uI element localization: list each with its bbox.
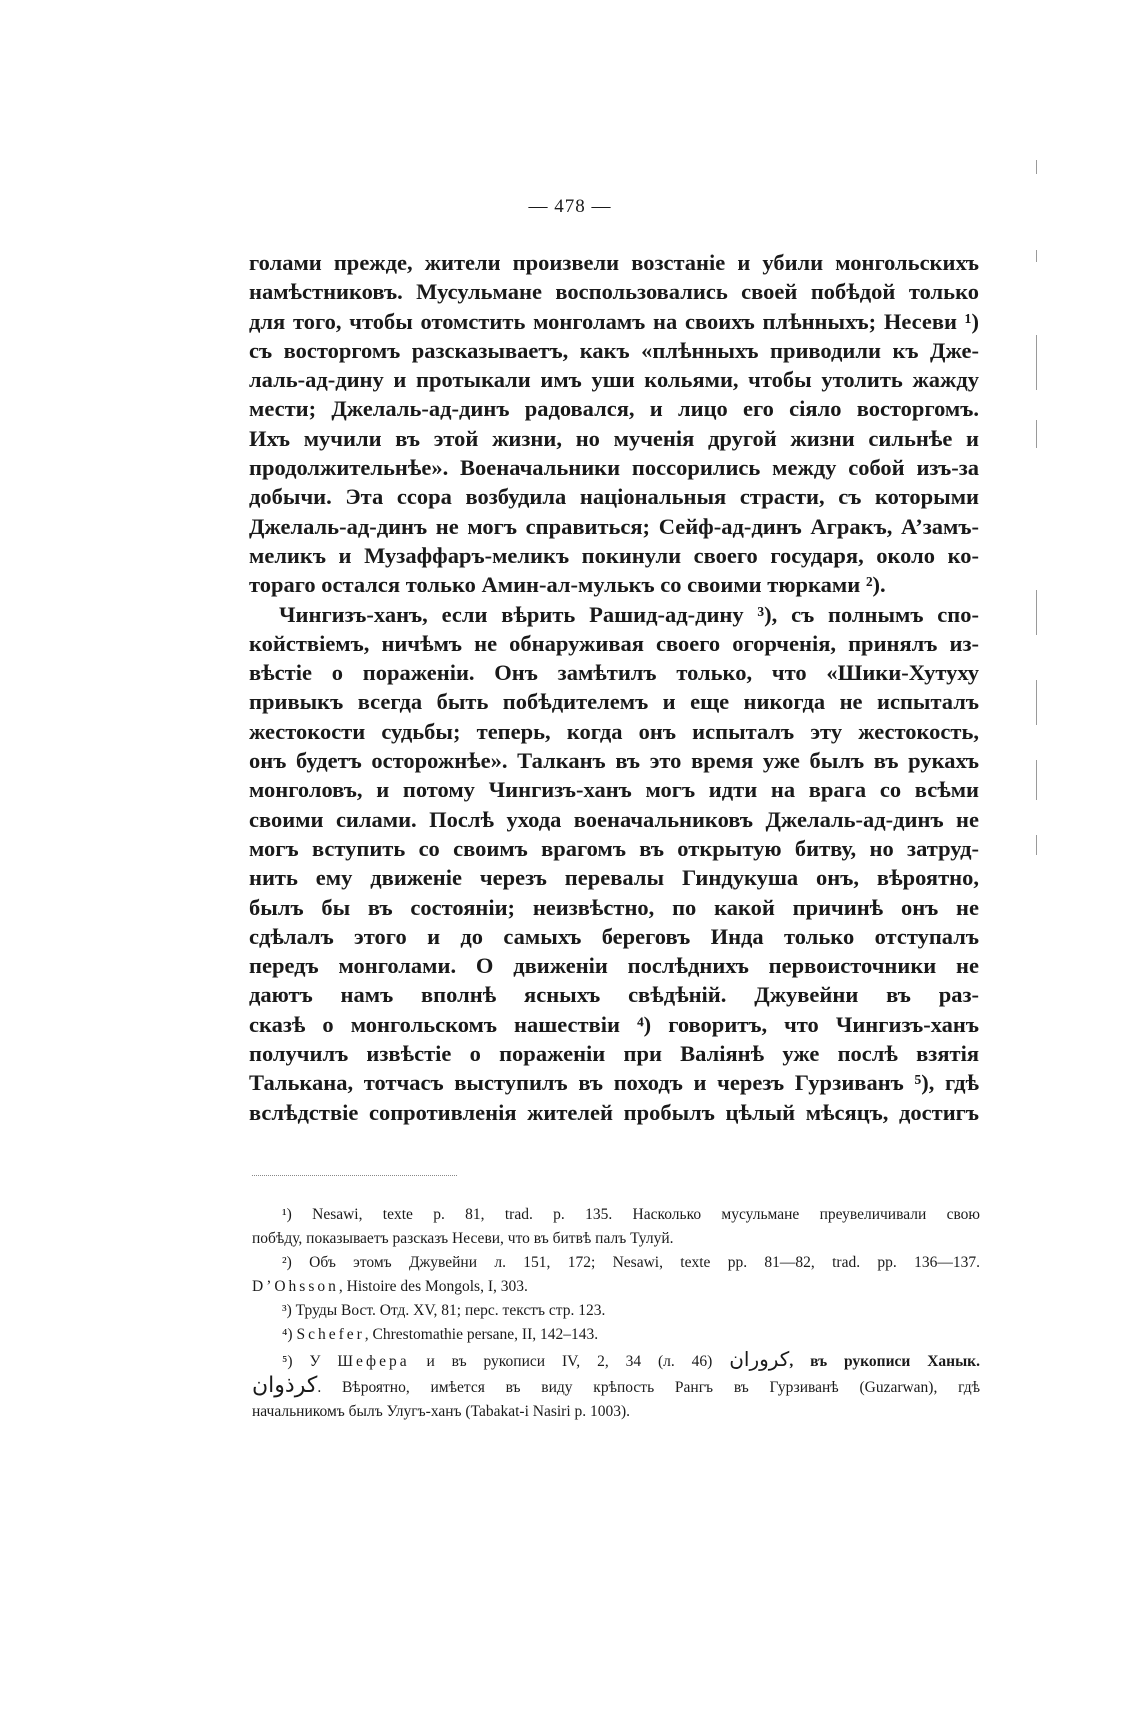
body-line: получилъ извѣстіе о пораженіи при Валіянѣ уже послѣ взятія — [249, 1041, 979, 1067]
body-line: своими силами. Послѣ ухода военачальниковъ Джелаль-ад-динъ не — [249, 806, 979, 832]
author-name: Шефера — [337, 1353, 410, 1370]
margin-mark — [1036, 835, 1037, 855]
body-line: вѣстіе о пораженіи. Онъ замѣтилъ только, что «Шики-Хутуху — [249, 660, 979, 686]
body-line: добычи. Эта ссора возбудила національныя страсти, съ которыми — [249, 484, 979, 510]
body-line: Ихъ мучили въ этой жизни, но мученія другой жизни сильнѣе и — [249, 425, 979, 451]
margin-mark — [1036, 160, 1037, 174]
body-line: съ восторгомъ разсказываетъ, какъ «плѣнныхъ приводили къ Дже- — [249, 337, 979, 363]
arabic-word: كرذوان — [252, 1373, 318, 1398]
body-line: Чингизъ-ханъ, если вѣрить Рашид-ад-дину ³), съ полнымъ спо- — [279, 601, 979, 627]
footnote-5 — [252, 1347, 980, 1374]
body-line: могъ вступить со своимъ врагомъ въ открытую битву, но затруд- — [249, 835, 979, 861]
footnote-5-end: начальникомъ былъ Улугъ-ханъ (Tabakat-i Nasiri p. 1003). — [252, 1403, 631, 1420]
body-line: передъ монголами. О движеніи послѣднихъ первоисточники не — [249, 953, 979, 979]
citation: . Вѣроятно, имѣется въ виду крѣпость Рангъ въ Гурзиванѣ (Guzarwan), гдѣ — [317, 1379, 980, 1396]
author-name: Schefer — [296, 1326, 365, 1343]
footnote-marker: ⁵) У — [282, 1353, 338, 1370]
body-line: для того, чтобы отомстить монголамъ на своихъ плѣнныхъ; Несеви ¹) — [249, 308, 979, 334]
citation: , Chrestomathie persane, II, 142–143. — [364, 1326, 599, 1343]
citation: , въ рукописи Ханык. — [789, 1353, 980, 1370]
page-number: — 478 — — [528, 196, 612, 217]
body-line: продолжительнѣе». Военачальники поссорились между собой изъ-за — [249, 455, 979, 481]
body-line: вслѣдствіе сопротивленія жителей пробылъ цѣлый мѣсяцъ, достигъ — [249, 1099, 979, 1125]
footnote-1-cont: побѣду, показываетъ разсказъ Несеви, что въ битвѣ палъ Тулуй. — [252, 1230, 674, 1247]
body-line: онъ будетъ осторожнѣе». Талканъ въ это время уже былъ въ рукахъ — [249, 748, 979, 774]
body-line: привыкъ всегда быть побѣдителемъ и еще никогда не испыталъ — [249, 689, 979, 715]
margin-mark — [1036, 760, 1037, 800]
body-line: сдѣлалъ этого и до самыхъ береговъ Инда только отступалъ — [249, 923, 979, 949]
footnote-1: ¹) Nesawi, texte p. 81, trad. p. 135. Насколько мусульмане преувеличивали свою — [282, 1206, 980, 1223]
margin-mark — [1036, 420, 1037, 448]
body-line: тораго остался только Амин-ал-мулькъ со своими тюрками ²). — [249, 572, 886, 598]
body-text — [249, 248, 979, 1127]
margin-mark — [1036, 335, 1037, 390]
body-line: голами прежде, жители произвели возстаніе и убили монгольскихъ — [249, 250, 979, 275]
body-line: мести; Джелаль-ад-динъ радовался, и лицо его сіяло восторгомъ. — [249, 396, 979, 422]
citation: и въ рукописи IV, 2, 34 (л. 46) — [409, 1353, 730, 1370]
body-line: даютъ намъ вполнѣ ясныхъ свѣдѣній. Джувейни въ раз- — [249, 982, 979, 1008]
footnote-4 — [252, 1323, 980, 1347]
arabic-word: كروران — [729, 1347, 790, 1371]
body-line: койствіемъ, ничѣмъ не обнаруживая своего огорченія, принялъ из- — [249, 630, 979, 656]
body-line: нить ему движеніе черезъ перевалы Гиндукуша онъ, вѣроятно, — [249, 865, 979, 891]
footnote-marker: ⁴) — [282, 1326, 297, 1343]
footnote-3: ³) Труды Вост. Отд. XV, 81; перс. текстъ стр. 123. — [282, 1302, 606, 1319]
body-line: жестокости судьбы; теперь, когда онъ испыталъ эту жестокость, — [249, 718, 979, 744]
body-line: Талькана, тотчасъ выступилъ въ походъ и черезъ Гурзиванъ ⁵), гдѣ — [249, 1070, 979, 1096]
footnote-2-cont — [252, 1275, 980, 1299]
margin-mark — [1036, 590, 1037, 635]
footnotes — [252, 1203, 980, 1424]
margin-mark — [1036, 680, 1037, 725]
body-line: Джелаль-ад-динъ не могъ справиться; Сейф-ад-динъ Агракъ, А’замъ- — [249, 513, 979, 539]
body-line: меликъ и Музаффаръ-меликъ покинули своего государя, около ко- — [249, 542, 979, 568]
margin-mark — [1036, 250, 1037, 262]
footnote-2: ²) Объ этомъ Джувейни л. 151, 172; Nesawi, texte pp. 81—82, trad. pp. 136—137. — [282, 1254, 980, 1271]
body-line: монголовъ, и потому Чингизъ-ханъ могъ идти на врага со всѣми — [249, 777, 979, 803]
citation: , Histoire des Mongols, I, 303. — [338, 1278, 528, 1295]
footnote-separator — [252, 1175, 457, 1176]
body-line: намѣстниковъ. Мусульмане воспользовались своей побѣдой только — [249, 279, 979, 305]
body-line: былъ бы въ состояніи; неизвѣстно, по какой причинѣ онъ не — [249, 894, 979, 920]
author-name: D’Ohsson — [252, 1278, 339, 1295]
body-line: сказѣ о монгольскомъ нашествіи ⁴) говоритъ, что Чингизъ-ханъ — [249, 1011, 979, 1037]
footnote-5-cont — [252, 1374, 980, 1400]
body-line: лаль-ад-дину и протыкали имъ уши кольями, чтобы утолить жажду — [249, 367, 979, 393]
